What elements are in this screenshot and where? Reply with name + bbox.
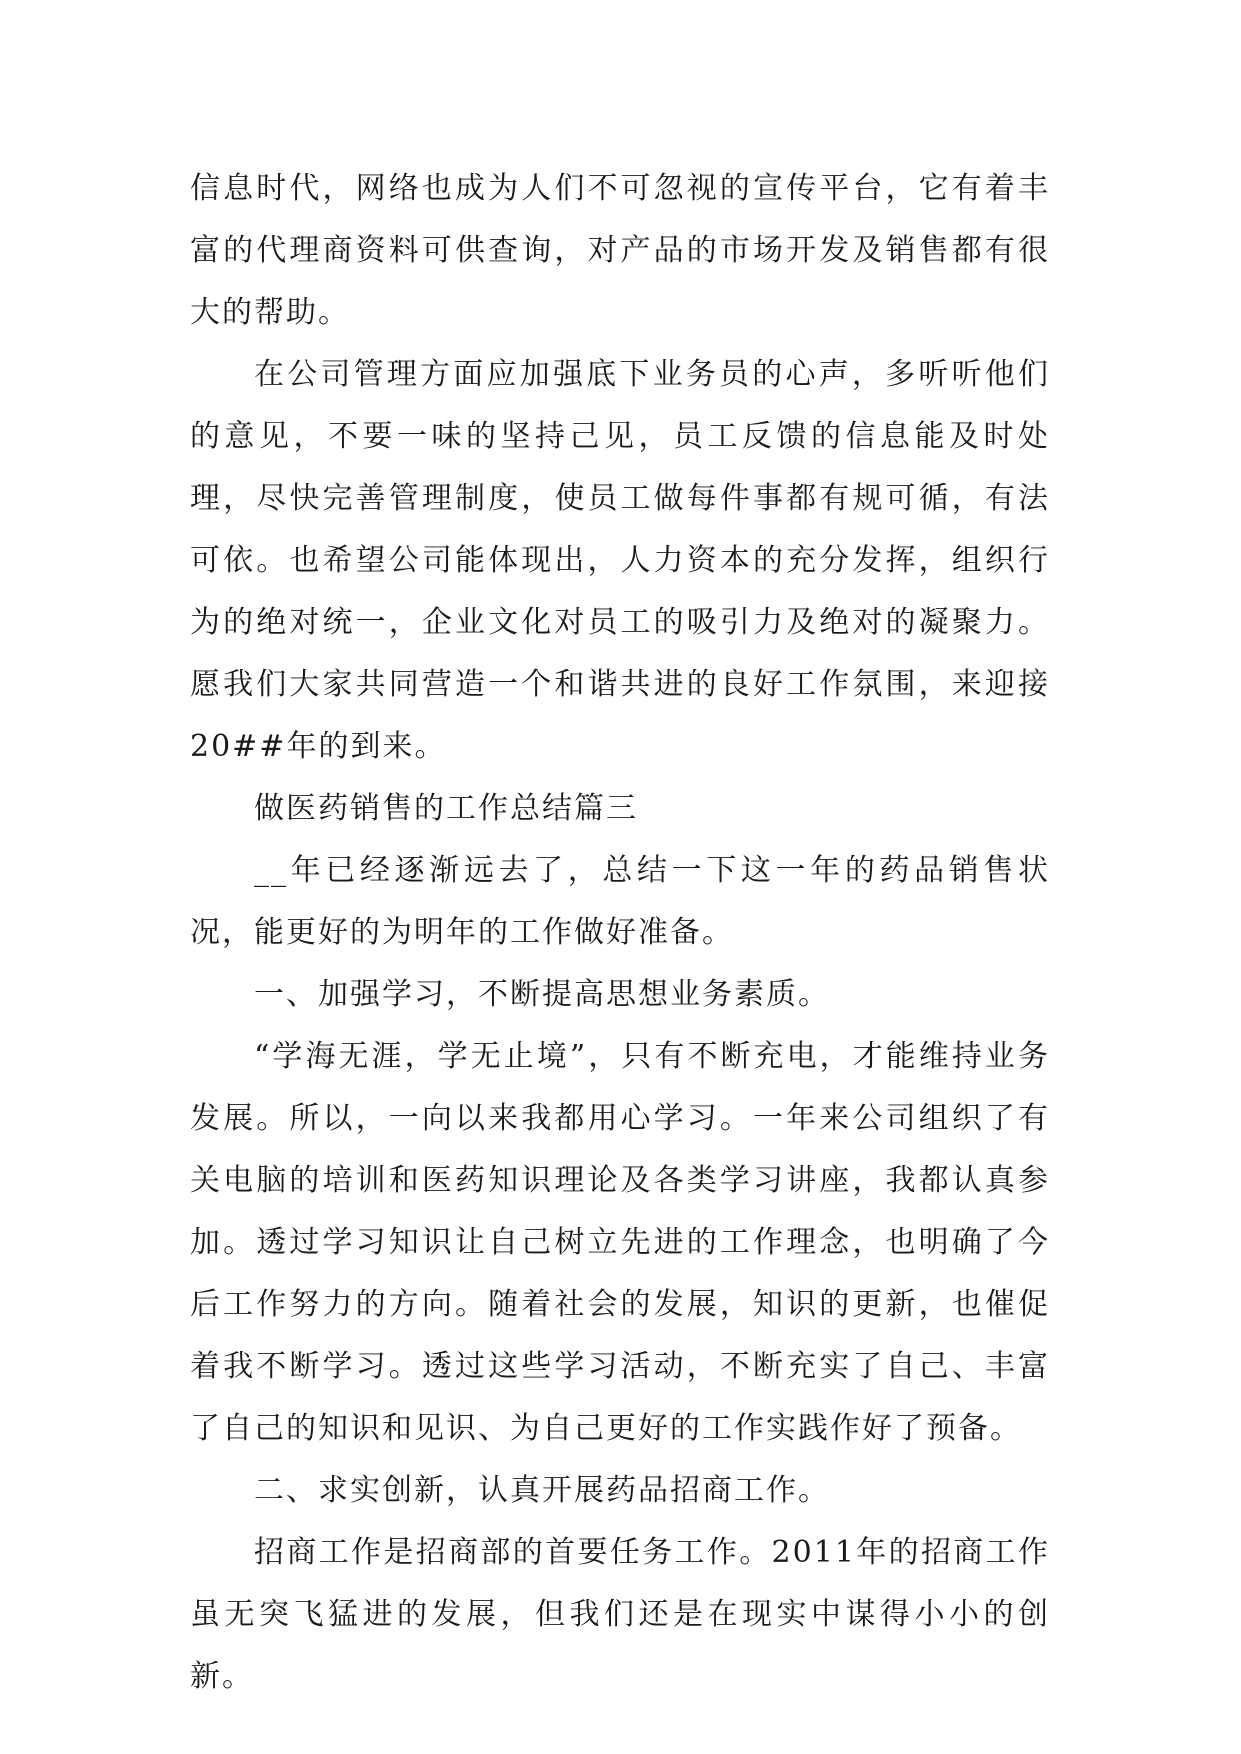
paragraph-2: 在公司管理方面应加强底下业务员的心声，多听听他们的意见，不要一味的坚持己见，员工反馈的信息能及时处理，尽快完善管理制度，使员工做每件事都有规可循，有法可依。也希望公司能体现出，人力资本的充分发挥，组织行为的绝对统一，企业文化对员工的吸引力及绝对的凝聚力。愿我们大家共同营造一个和谐共进的良好工作氛围，来迎接20##年的到来。 xyxy=(190,357,1050,764)
subheading-2: 二、求实创新，认真开展药品招商工作。 xyxy=(254,1473,830,1508)
section-heading: 做医药销售的工作总结篇三 xyxy=(254,791,638,826)
paragraph-3: __年已经逐渐远去了，总结一下这一年的药品销售状况，能更好的为明年的工作做好准备。 xyxy=(190,853,1050,950)
subheading-1: 一、加强学习，不断提高思想业务素质。 xyxy=(254,977,830,1012)
paragraph-4: “学海无涯，学无止境”，只有不断充电，才能维持业务发展。所以，一向以来我都用心学习。一年来公司组织了有关电脑的培训和医药知识理论及各类学习讲座，我都认真参加。透过学习知识让自己树立先进的工作理念，也明确了今后工作努力的方向。随着社会的发展，知识的更新，也催促着我不断学习。透过这些学习活动，不断充实了自己、丰富了自己的知识和见识、为自己更好的工作实践作好了预备。 xyxy=(190,1039,1050,1446)
paragraph-1: 信息时代，网络也成为人们不可忽视的宣传平台，它有着丰富的代理商资料可供查询，对产品的市场开发及销售都有很大的帮助。 xyxy=(190,171,1050,330)
paragraph-5: 招商工作是招商部的首要任务工作。2011年的招商工作虽无突飞猛进的发展，但我们还是在现实中谋得小小的创新。 xyxy=(190,1535,1050,1694)
document-body xyxy=(190,158,1050,1708)
